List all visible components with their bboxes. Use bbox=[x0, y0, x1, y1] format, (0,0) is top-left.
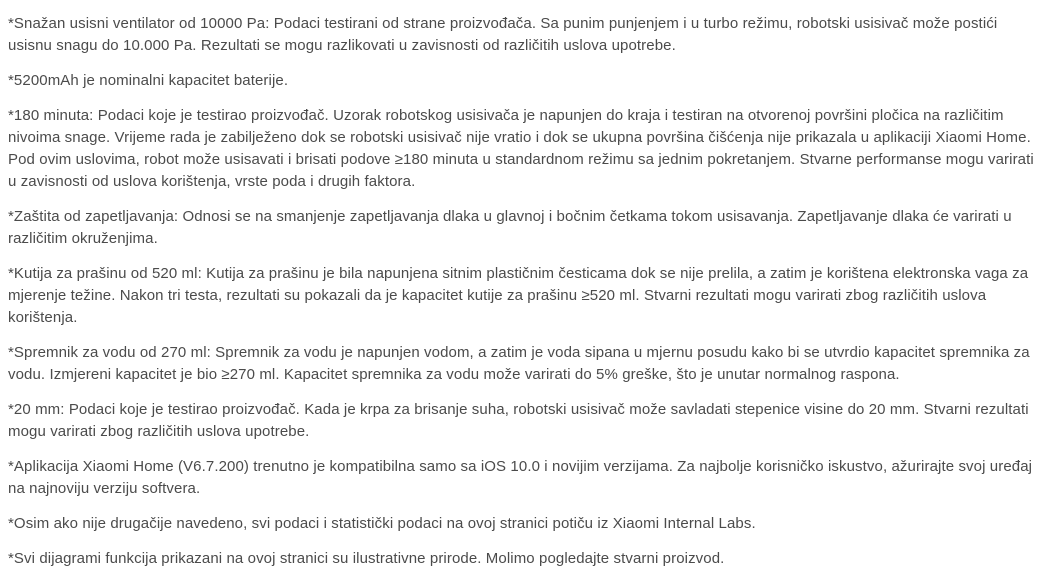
disclaimer-paragraph-dustbin: *Kutija za prašinu od 520 ml: Kutija za prašinu je bila napunjena sitnim plastičnim česticama dok se nije prelila, a zatim je korištena elektronska vaga za mjerenje težine. Nakon tri testa, rezultati su pokazali da je kapacitet kutije za prašinu ≥520 ml. Stvarni rezultati mogu varirati zbog različitih uslova korištenja. bbox=[8, 265, 1029, 326]
disclaimer-paragraph-runtime: *180 minuta: Podaci koje je testirao proizvođač. Uzorak robotskog usisivača je napunjen do kraja i testiran na otvorenoj površini pločica na različitim nivoima snage. Vrijeme rada je zabilježeno dok se robotski usisivač nije vratio i dok se ukupna površina čišćenja nije prikazala u aplikaciji Xiaomi Home. Pod ovim uslovima, robot može usisavati i brisati podove ≥180 minuta u standardnom režimu sa jednim pokretanjem. Stvarne performanse mogu varirati u zavisnosti od uslova korištenja, vrste poda i drugih faktora. bbox=[8, 107, 1034, 190]
disclaimer-paragraph-threshold: *20 mm: Podaci koje je testirao proizvođač. Kada je krpa za brisanje suha, robotski usisivač može savladati stepenice visine do 20 mm. Stvarni rezultati mogu varirati zbog različitih uslova upotrebe. bbox=[8, 401, 1029, 440]
disclaimer-paragraph-battery: *5200mAh je nominalni kapacitet baterije. bbox=[8, 72, 289, 89]
disclaimer-paragraph-data-source: *Osim ako nije drugačije navedeno, svi podaci i statistički podaci na ovoj stranici potiču iz Xiaomi Internal Labs. bbox=[8, 515, 756, 532]
disclaimer-paragraph-diagrams: *Svi dijagrami funkcija prikazani na ovoj stranici su ilustrativne prirode. Molimo pogledajte stvarni proizvod. bbox=[8, 550, 725, 567]
disclaimer-paragraph-suction: *Snažan usisni ventilator od 10000 Pa: Podaci testirani od strane proizvođača. Sa punim punjenjem i u turbo režimu, robotski usisivač može postići usisnu snagu do 10.000 Pa. Rezultati se mogu razlikovati u zavisnosti od različitih uslova upotrebe. bbox=[8, 15, 998, 54]
disclaimer-paragraph-app: *Aplikacija Xiaomi Home (V6.7.200) trenutno je kompatibilna samo sa iOS 10.0 i novijim verzijama. Za najbolje korisničko iskustvo, ažurirajte svoj uređaj na najnoviju verziju softvera. bbox=[8, 458, 1033, 497]
disclaimer-paragraph-anti-tangle: *Zaštita od zapetljavanja: Odnosi se na smanjenje zapetljavanja dlaka u glavnoj i bočnim četkama tokom usisavanja. Zapetljavanje dlaka će varirati u različitim okruženjima. bbox=[8, 208, 1012, 247]
disclaimer-paragraph-water-tank: *Spremnik za vodu od 270 ml: Spremnik za vodu je napunjen vodom, a zatim je voda sipana u mjernu posudu kako bi se utvrdio kapacitet spremnika za vodu. Izmjereni kapacitet je bio ≥270 ml. Kapacitet spremnika za vodu može varirati do 5% greške, što je unutar normalnog raspona. bbox=[8, 344, 1030, 383]
